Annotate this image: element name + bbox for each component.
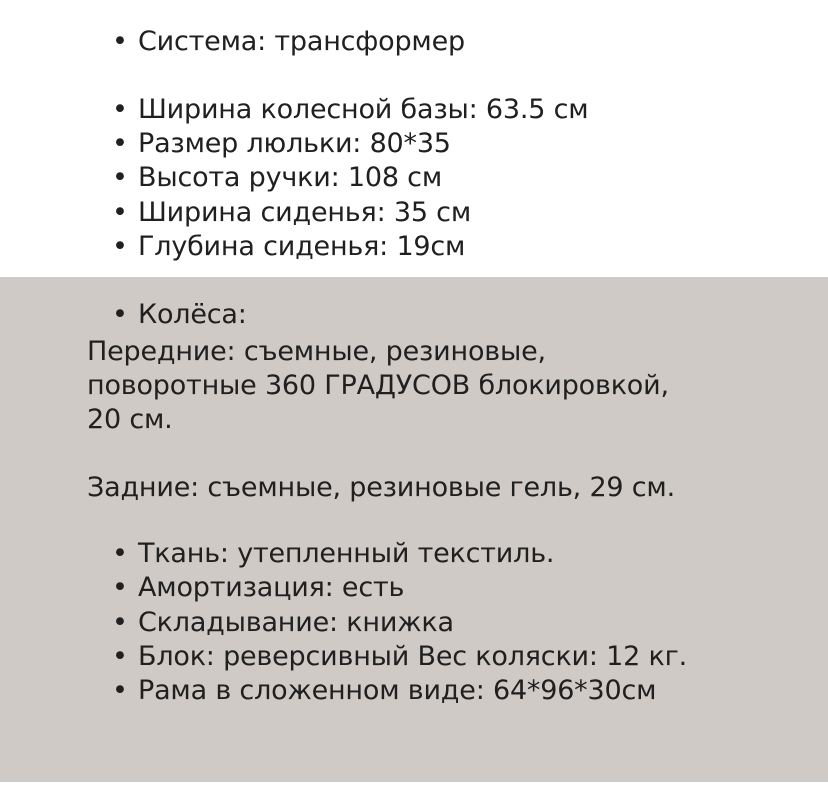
spec-item-text: Ширина колесной базы: 63.5 см bbox=[138, 94, 589, 125]
bullet-icon: • bbox=[112, 299, 128, 330]
bullet-icon: • bbox=[112, 94, 128, 125]
spec-item-text: Система: трансформер bbox=[138, 26, 465, 57]
bullet-icon: • bbox=[112, 675, 128, 706]
spec-item-text: Амортизация: есть bbox=[138, 572, 405, 603]
bullet-icon: • bbox=[112, 26, 128, 57]
spec-item-text: Блок: реверсивный Вес коляски: 12 кг. bbox=[138, 641, 687, 672]
bullet-icon: • bbox=[112, 231, 128, 262]
spec-item-text: Складывание: книжка bbox=[138, 607, 454, 638]
bullet-icon: • bbox=[112, 128, 128, 159]
spec-item-text: Ткань: утепленный текстиль. bbox=[138, 538, 555, 569]
spec-item-text: Высота ручки: 108 см bbox=[138, 162, 442, 193]
wheels-rear: Задние: съемные, резиновые гель, 29 см. bbox=[87, 472, 675, 503]
spec-item-text: Глубина сиденья: 19см bbox=[138, 231, 466, 262]
bullet-icon: • bbox=[112, 197, 128, 228]
spec-item-text: Рама в сложенном виде: 64*96*30см bbox=[138, 675, 657, 706]
spec-item-text: Ширина сиденья: 35 см bbox=[138, 197, 471, 228]
wheels-front-line-1: Передние: съемные, резиновые, bbox=[87, 336, 546, 367]
wheels-front-line-3: 20 см. bbox=[87, 404, 173, 435]
bullet-icon: • bbox=[112, 572, 128, 603]
wheels-heading-text: Колёса: bbox=[138, 299, 247, 330]
spec-item-text: Размер люльки: 80*35 bbox=[138, 128, 451, 159]
footer-strip bbox=[0, 782, 828, 805]
bullet-icon: • bbox=[112, 538, 128, 569]
wheels-front-line-2: поворотные 360 ГРАДУСОВ блокировкой, bbox=[87, 370, 669, 401]
bullet-icon: • bbox=[112, 162, 128, 193]
bullet-icon: • bbox=[112, 641, 128, 672]
bullet-icon: • bbox=[112, 607, 128, 638]
